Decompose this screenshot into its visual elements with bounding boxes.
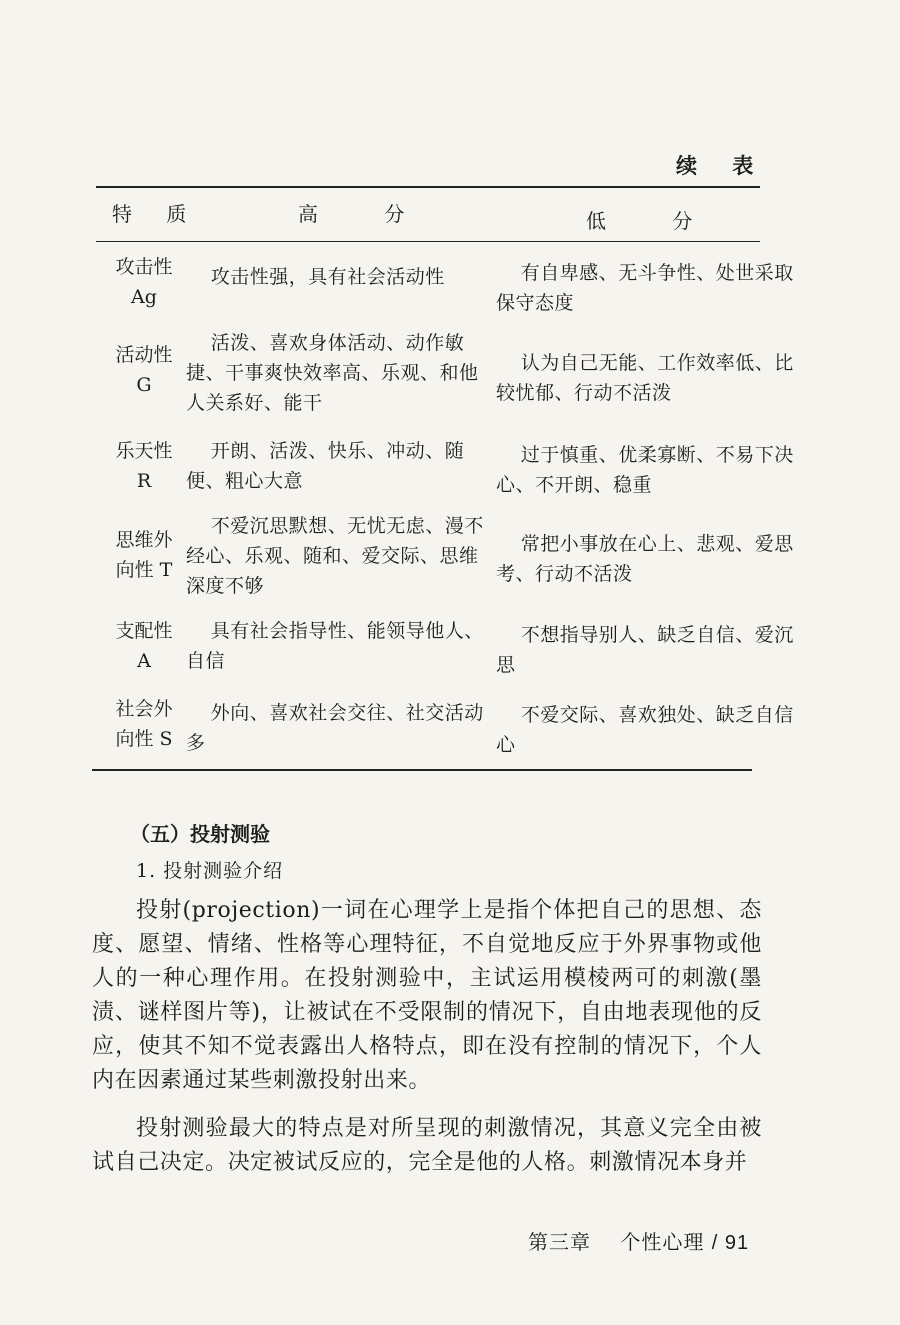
trait-cell: 活动性 G (115, 344, 173, 396)
table-header-rule (96, 241, 760, 242)
table-bottom-rule (92, 769, 752, 771)
low-score-cell: 认为自己无能、工作效率低、比较忧郁、行动不活泼 (496, 352, 794, 404)
low-score-cell: 不想指导别人、缺乏自信、爱沉思 (496, 624, 794, 676)
high-score-cell: 开朗、活泼、快乐、冲动、随便、粗心大意 (186, 440, 465, 492)
trait-cell: 乐天性 R (115, 440, 173, 492)
body-paragraph: 投射测验最大的特点是对所呈现的刺激情况，其意义完全由被试自己决定。决定被试反应的，完全是他的人格。刺激情况本身并 (92, 1116, 762, 1175)
header-trait: 特 质 (112, 202, 201, 226)
low-score-cell: 有自卑感、无斗争性、处世采取保守态度 (496, 262, 794, 314)
trait-cell: 攻击性 Ag (115, 256, 173, 308)
trait-cell: 思维外 向性 T (115, 529, 173, 581)
trait-cell: 支配性 A (115, 620, 173, 672)
header-low-score: 低 分 (586, 209, 723, 233)
low-score-cell: 常把小事放在心上、悲观、爱思考、行动不活泼 (496, 533, 794, 585)
high-score-cell: 外向、喜欢社会交往、社交活动多 (186, 702, 484, 754)
high-score-cell: 活泼、喜欢身体活动、动作敏捷、干事爽快效率高、乐观、和他人关系好、能干 (186, 332, 479, 414)
low-score-cell: 不爱交际、喜欢独处、缺乏自信心 (496, 704, 794, 756)
high-score-cell: 具有社会指导性、能领导他人、自信 (186, 620, 484, 672)
section-heading: （五）投射测验 (130, 822, 270, 846)
high-score-cell: 攻击性强，具有社会活动性 (210, 266, 445, 288)
footer-chapter-title: 个性心理 (620, 1230, 705, 1254)
subsection-heading: 1. 投射测验介绍 (136, 860, 284, 882)
footer-chapter: 第三章 (528, 1230, 591, 1254)
body-paragraph: 投射(projection)一词在心理学上是指个体把自己的思想、态度、愿望、情绪、性格等心理特征，不自觉地反应于外界事物或他人的一种心理作用。在投射测验中，主试运用模棱两可的刺激(墨渍、谜样图片等)，让被试在不受限制的情况下，自由地表现他的反应，使其不知不觉表露出人格特点，即在没有控制的情况下，个人内在因素通过某些刺激投射出来。 (92, 898, 762, 1093)
table-top-rule (96, 186, 760, 188)
high-score-cell: 不爱沉思默想、无忧无虑、漫不经心、乐观、随和、爱交际、思维深度不够 (186, 515, 484, 597)
page-number: / 91 (711, 1232, 750, 1254)
low-score-cell: 过于慎重、优柔寡断、不易下决心、不开朗、稳重 (496, 444, 794, 496)
trait-cell: 社会外 向性 S (115, 698, 173, 750)
page-footer (528, 1226, 749, 1255)
header-high-score: 高 分 (298, 202, 435, 226)
continued-table-label: 续 表 (676, 154, 768, 178)
